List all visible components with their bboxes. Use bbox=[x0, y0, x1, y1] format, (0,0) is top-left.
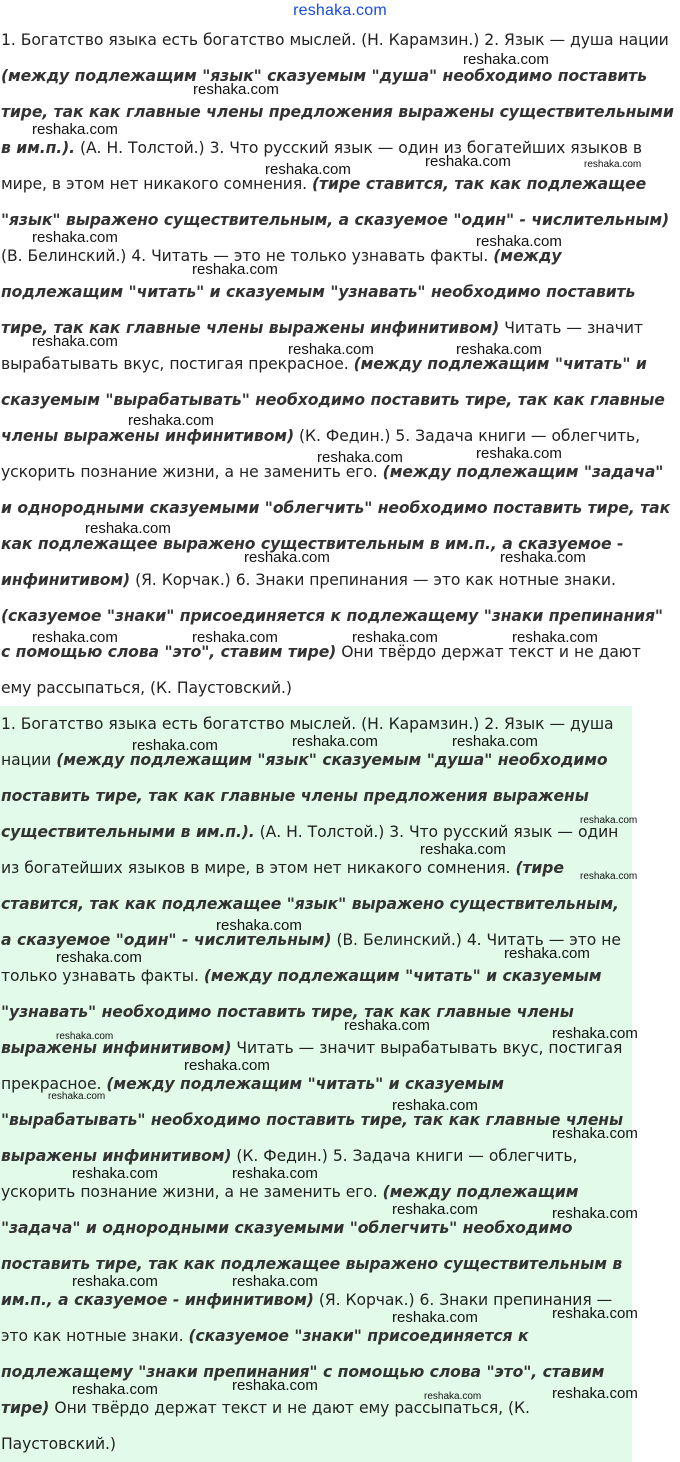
watermark: reshaka.com bbox=[292, 733, 378, 750]
watermark: reshaka.com bbox=[32, 121, 118, 138]
watermark: reshaka.com bbox=[244, 549, 330, 566]
answer-segment: Они твёрдо держат текст и не дают ему рассыпаться, (К. Паустовский.) bbox=[1, 643, 641, 697]
watermark: reshaka.com bbox=[424, 1391, 482, 1402]
answer-note: (тире ставится, так как подлежащее "язык" выражено существительным, а сказуемое "один" - числительным) bbox=[1, 859, 619, 949]
watermark: reshaka.com bbox=[132, 737, 218, 754]
answer-note: (между подлежащим "читать" и сказуемым "вырабатывать" необходимо поставить тире, так как главные члены выражены инфинитивом) bbox=[1, 1075, 623, 1165]
answer-segment: Читать — значит вырабатывать вкус, постигая прекрасное. bbox=[1, 319, 643, 373]
watermark: reshaka.com bbox=[192, 629, 278, 646]
watermark: reshaka.com bbox=[72, 1273, 158, 1290]
watermark: reshaka.com bbox=[352, 629, 438, 646]
watermark: reshaka.com bbox=[392, 1309, 478, 1326]
watermark: reshaka.com bbox=[420, 841, 506, 858]
watermark: reshaka.com bbox=[193, 81, 279, 98]
answer-note: (между подлежащим "читать" и сказуемым "узнавать" необходимо поставить тире, так как главные члены выражены инфинитивом) bbox=[1, 967, 602, 1057]
answer-segment: (В. Белинский.) 4. Читать — это не только узнавать факты. bbox=[1, 247, 494, 265]
answer-note: (между подлежащим "язык" сказуемым "душа" необходимо поставить тире, так как главные члены предложения выражены существительными в им.п.). bbox=[1, 751, 608, 841]
watermark: reshaka.com bbox=[504, 945, 590, 962]
watermark: reshaka.com bbox=[232, 1377, 318, 1394]
answer-note: (тире ставится, так как подлежащее "язык" выражено существительным, а сказуемое "один" - числительным) bbox=[1, 175, 669, 229]
answer-segment: (А. Н. Толстой.) 3. Что русский язык — один из богатейших языков в мире, в этом нет никакого сомнения. bbox=[1, 823, 619, 877]
answer-segment: (Я. Корчак.) 6. Знаки препинания — это как нотные знаки. bbox=[1, 1291, 613, 1345]
answer-segment: Они твёрдо держат текст и не дают ему рассыпаться, (К. Паустовский.) bbox=[1, 1399, 530, 1453]
answer-note: (между подлежащим "задача" и однородными сказуемыми "облегчить" необходимо поставить тире, так как подлежащее выражено существительным в им.п., а сказуемое - инфинитивом) bbox=[1, 463, 671, 589]
watermark: reshaka.com bbox=[552, 1125, 638, 1142]
watermark: reshaka.com bbox=[232, 1273, 318, 1290]
watermark: reshaka.com bbox=[552, 1305, 638, 1322]
watermark: reshaka.com bbox=[72, 1381, 158, 1398]
answer-note: (между подлежащим "задача" и однородными сказуемыми "облегчить" необходимо поставить тире, так как подлежащее выражено существительным в им.п., а сказуемое - инфинитивом) bbox=[1, 1183, 623, 1309]
watermark: reshaka.com bbox=[85, 520, 171, 537]
answer-segment: Читать — значит вырабатывать вкус, постигая прекрасное. bbox=[1, 1039, 623, 1093]
watermark: reshaka.com bbox=[452, 733, 538, 750]
watermark: reshaka.com bbox=[500, 549, 586, 566]
watermark: reshaka.com bbox=[580, 815, 638, 826]
watermark: reshaka.com bbox=[584, 159, 642, 170]
watermark: reshaka.com bbox=[476, 233, 562, 250]
watermark: reshaka.com bbox=[48, 1091, 106, 1102]
answer-segment: 1. Богатство языка есть богатство мыслей. (Н. Карамзин.) 2. Язык — душа нации bbox=[1, 31, 669, 49]
watermark: reshaka.com bbox=[56, 949, 142, 966]
watermark: reshaka.com bbox=[72, 1165, 158, 1182]
watermark: reshaka.com bbox=[512, 629, 598, 646]
answer-segment: (В. Белинский.) 4. Читать — это не только узнавать факты. bbox=[1, 931, 621, 985]
site-header bbox=[0, 0, 680, 24]
watermark: reshaka.com bbox=[552, 1385, 638, 1402]
watermark: reshaka.com bbox=[425, 153, 511, 170]
watermark: reshaka.com bbox=[56, 1031, 114, 1042]
watermark: reshaka.com bbox=[184, 1057, 270, 1074]
watermark: reshaka.com bbox=[32, 229, 118, 246]
site-logo[interactable]: reshaka.com bbox=[293, 2, 387, 19]
watermark: reshaka.com bbox=[265, 161, 351, 178]
watermark: reshaka.com bbox=[476, 445, 562, 462]
answer-text-2 bbox=[1, 706, 628, 1462]
answer-segment: (Я. Корчак.) 6. Знаки препинания — это как нотные знаки. bbox=[130, 571, 616, 589]
watermark: reshaka.com bbox=[216, 917, 302, 934]
watermark: reshaka.com bbox=[392, 1201, 478, 1218]
watermark: reshaka.com bbox=[32, 629, 118, 646]
answer-note: (сказуемое "знаки" присоединяется к подлежащему "знаки препинания" с помощью слова "это", ставим тире) bbox=[1, 1327, 605, 1417]
answer-note: (сказуемое "знаки" присоединяется к подлежащему "знаки препинания" с помощью слова "это", ставим тире) bbox=[1, 607, 663, 661]
watermark: reshaka.com bbox=[232, 1165, 318, 1182]
watermark: reshaka.com bbox=[456, 341, 542, 358]
answer-note: (между подлежащим "читать" и сказуемым "узнавать" необходимо поставить тире, так как главные члены выражены инфинитивом) bbox=[1, 247, 636, 337]
watermark: reshaka.com bbox=[288, 341, 374, 358]
answer-note: (между подлежащим "язык" сказуемым "душа" необходимо поставить тире, так как главные члены предложения выражены существительными в им.п.). bbox=[1, 67, 674, 157]
answer-segment: (К. Федин.) 5. Задача книги — облегчить, ускорить познание жизни, а не заменить его. bbox=[1, 427, 640, 481]
watermark: reshaka.com bbox=[317, 449, 403, 466]
watermark: reshaka.com bbox=[128, 412, 214, 429]
watermark: reshaka.com bbox=[463, 51, 549, 68]
answer-text-1 bbox=[1, 22, 674, 706]
answer-segment: (А. Н. Толстой.) 3. Что русский язык — один из богатейших языков в мире, в этом нет никакого сомнения. bbox=[1, 139, 642, 193]
watermark: reshaka.com bbox=[344, 1017, 430, 1034]
watermark: reshaka.com bbox=[192, 261, 278, 278]
answer-segment: 1. Богатство языка есть богатство мыслей. (Н. Карамзин.) 2. Язык — душа нации bbox=[1, 715, 614, 769]
answer-segment: (К. Федин.) 5. Задача книги — облегчить, ускорить познание жизни, а не заменить его. bbox=[1, 1147, 578, 1201]
watermark: reshaka.com bbox=[552, 1025, 638, 1042]
watermark: reshaka.com bbox=[552, 1205, 638, 1222]
watermark: reshaka.com bbox=[392, 1097, 478, 1114]
answer-note: (между подлежащим "читать" и сказуемым "вырабатывать" необходимо поставить тире, так как главные члены выражены инфинитивом) bbox=[1, 355, 665, 445]
watermark: reshaka.com bbox=[580, 871, 638, 882]
answer-block-2 bbox=[0, 706, 632, 1462]
watermark: reshaka.com bbox=[32, 333, 118, 350]
answer-block-1 bbox=[0, 22, 676, 706]
